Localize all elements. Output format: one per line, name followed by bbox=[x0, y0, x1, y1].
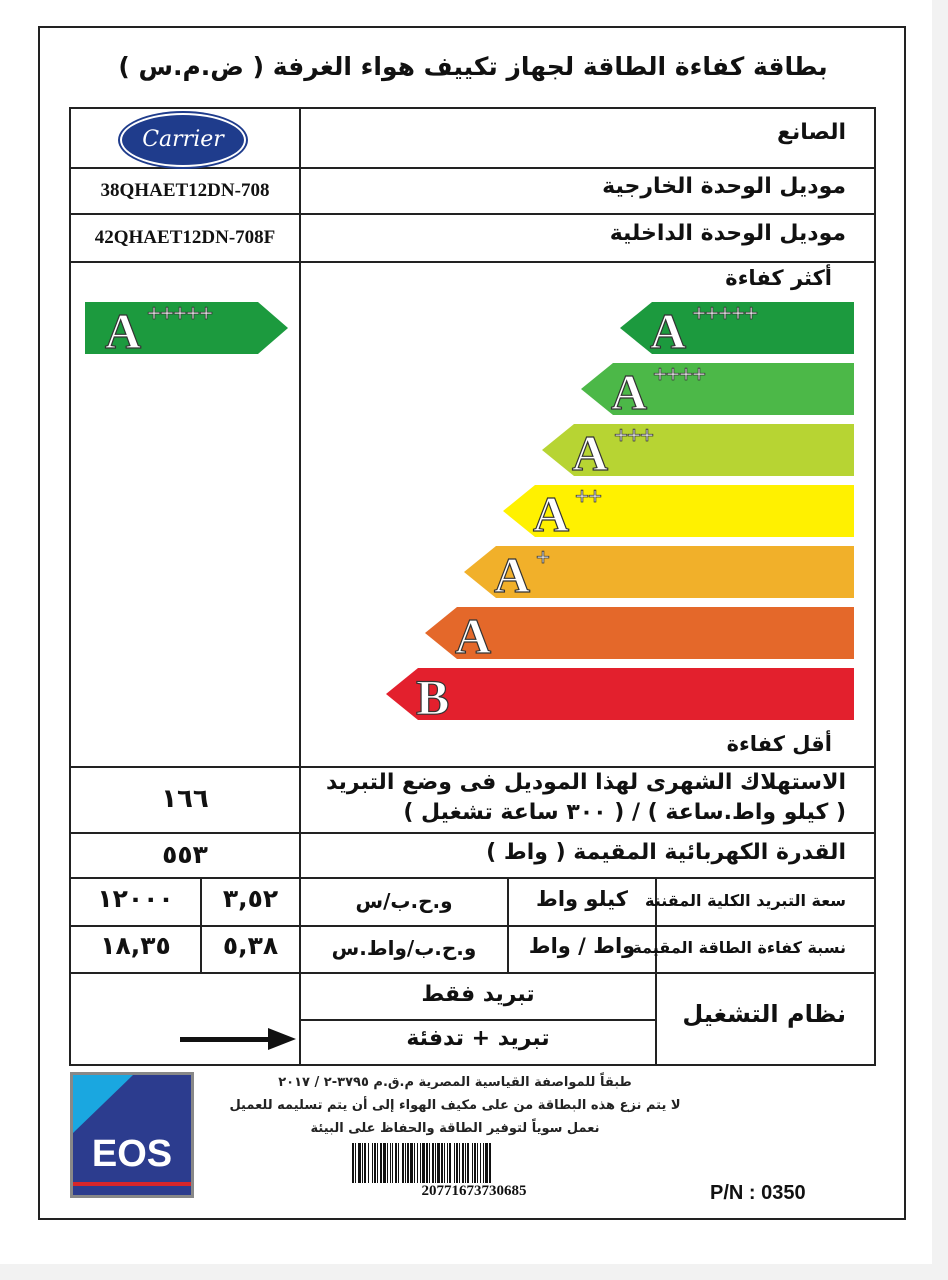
selected-arrow-icon bbox=[180, 1026, 298, 1052]
efficiency-value-btu: ١٨,٣٥ bbox=[100, 931, 171, 960]
power-value: ٥٥٣ bbox=[162, 840, 208, 869]
most-efficient-label: أكثر كفاءة bbox=[725, 266, 832, 290]
eos-logo bbox=[70, 1072, 194, 1198]
operation-label: نظام التشغيل bbox=[682, 1000, 846, 1028]
capacity-unit-btu: و.ح.ب/س bbox=[355, 889, 453, 913]
energy-slogan: نعمل سوياً لتوفير الطاقة والحفاظ على البيئة bbox=[310, 1121, 600, 1136]
efficiency-grade-plus: ++ bbox=[575, 483, 602, 510]
efficiency-label: نسبة كفاءة الطاقة المقيمة bbox=[632, 938, 846, 957]
outdoor-model-value: 38QHAET12DN-708 bbox=[100, 180, 270, 201]
capacity-value-kw: ٣,٥٢ bbox=[222, 884, 279, 913]
efficiency-unit-ww: واط / واط bbox=[528, 934, 636, 958]
least-efficient-label: أقل كفاءة bbox=[726, 732, 832, 756]
eos-logo-text: EOS bbox=[91, 1133, 173, 1175]
row-divider bbox=[69, 877, 876, 879]
outdoor-model-label: موديل الوحدة الخارجية bbox=[602, 174, 846, 199]
label-title: بطاقة كفاءة الطاقة لجهاز تكييف هواء الغرفة ( ض.م.س ) bbox=[118, 52, 828, 81]
operation-cooling-only: تبريد فقط bbox=[421, 982, 535, 1007]
row-divider bbox=[69, 167, 876, 169]
efficiency-grade-letter: A bbox=[572, 425, 609, 481]
part-number: P/N : 0350 bbox=[710, 1182, 806, 1204]
efficiency-grade-letter: A bbox=[494, 547, 531, 603]
standard-reference: طبقاً للمواصفة القياسية المصرية م.ق.م ٣٧٩٥-٢ / ٢٠١٧ bbox=[278, 1075, 632, 1090]
rating-plus: +++++ bbox=[147, 300, 213, 327]
power-label: القدرة الكهربائية المقيمة ( واط ) bbox=[486, 840, 846, 865]
row-divider bbox=[69, 261, 876, 263]
row-divider bbox=[69, 972, 876, 974]
efficiency-grade-letter: A bbox=[533, 486, 570, 542]
manufacturer-label: الصانع bbox=[776, 120, 846, 145]
consumption-value: ١٦٦ bbox=[161, 784, 209, 814]
efficiency-grade-plus: + bbox=[536, 544, 550, 571]
capacity-value-btu: ١٢٠٠٠ bbox=[97, 884, 174, 913]
efficiency-grade-plus: +++++ bbox=[692, 300, 758, 327]
carrier-logo: Carrier bbox=[120, 113, 246, 167]
indoor-model-value: 42QHAET12DN-708F bbox=[94, 227, 276, 248]
operation-cooling-heating: تبريد + تدفئة bbox=[406, 1026, 550, 1051]
efficiency-grade-plus: +++ bbox=[614, 422, 654, 449]
efficiency-grade-plus: ++++ bbox=[653, 361, 706, 388]
efficiency-grade-letter: B bbox=[416, 669, 450, 725]
efficiency-grade-letter: A bbox=[611, 364, 648, 420]
efficiency-unit-btu: و.ح.ب/واط.س bbox=[331, 936, 477, 960]
barcode bbox=[352, 1143, 596, 1183]
row-divider bbox=[69, 213, 876, 215]
efficiency-grade-letter: A bbox=[455, 608, 492, 664]
row-divider bbox=[69, 925, 876, 927]
indoor-model-label: موديل الوحدة الداخلية bbox=[609, 221, 846, 246]
col-divider bbox=[299, 107, 301, 1066]
capacity-label: سعة التبريد الكلية المقننة bbox=[645, 891, 846, 910]
efficiency-value-ww: ٥,٣٨ bbox=[222, 931, 279, 960]
efficiency-bar bbox=[386, 668, 854, 725]
removal-notice: لا يتم نزع هذه البطاقة من على مكيف الهواء إلى أن يتم تسليمه للعميل bbox=[229, 1098, 681, 1113]
row-divider bbox=[301, 1019, 655, 1021]
capacity-unit-kw: كيلو واط bbox=[536, 887, 628, 911]
consumption-label-1: الاستهلاك الشهرى لهذا الموديل فى وضع التبريد bbox=[325, 770, 846, 795]
efficiency-grade-letter: A bbox=[650, 303, 687, 359]
consumption-label-2: ( كيلو واط.ساعة ) / ( ٣٠٠ ساعة تشغيل ) bbox=[403, 800, 846, 825]
rating-letter: A bbox=[105, 303, 142, 359]
barcode-number: 20771673730685 bbox=[421, 1183, 527, 1199]
row-divider bbox=[69, 832, 876, 834]
